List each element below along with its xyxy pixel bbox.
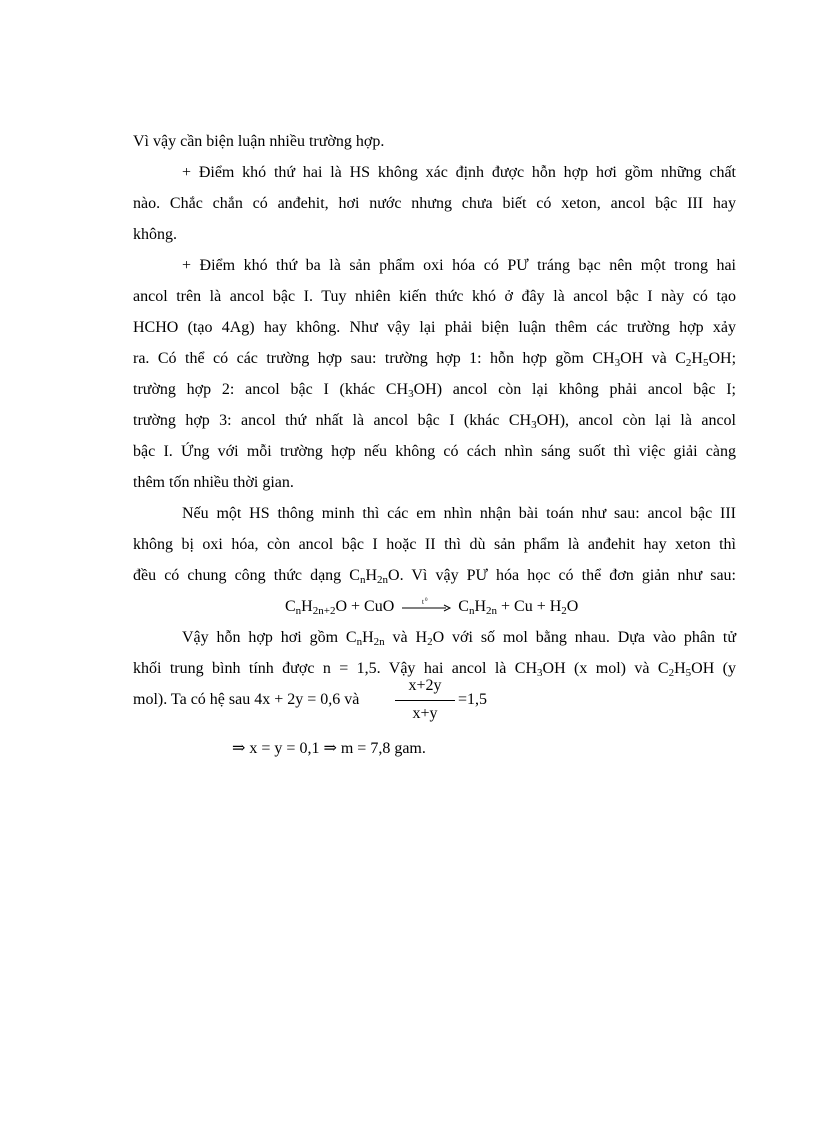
formula-run: H <box>301 598 313 615</box>
text-run: H <box>362 629 374 646</box>
fraction-numerator: x+2y <box>408 677 442 694</box>
text-line: + Điểm khó thứ ba là sản phẩm oxi hóa có PƯ tráng bạc nên một trong hai <box>182 257 736 274</box>
text-run: H <box>691 350 703 367</box>
text-line <box>133 566 736 586</box>
text-line <box>133 349 736 369</box>
subscript: n <box>356 636 363 648</box>
formula-run: C <box>285 598 296 615</box>
subscript: 2 <box>668 667 675 679</box>
subscript: 3 <box>614 357 621 369</box>
result-line: ⇒ x = y = 0,1 ⇒ m = 7,8 gam. <box>232 740 426 757</box>
text-run: khối trung bình tính được n = 1,5. Vậy hai ancol là CH <box>133 660 538 677</box>
formula-run: O + CuO <box>335 598 395 615</box>
arrow-label-sup: 0 <box>425 598 428 603</box>
reaction-arrow-icon <box>400 597 452 617</box>
subscript: n <box>359 574 366 586</box>
text-line: thêm tốn nhiều thời gian. <box>133 474 294 491</box>
text-run: OH) ancol còn lại không phải ancol bậc I; <box>413 381 737 398</box>
subscript: 2n <box>377 574 389 586</box>
text-run: OH và C <box>620 350 686 367</box>
text-line <box>182 628 736 648</box>
fraction-denominator: x+y <box>412 705 438 722</box>
formula-run: + Cu + H <box>501 598 562 615</box>
formula-run: O <box>566 598 579 615</box>
text-run: H <box>365 567 378 584</box>
text-run: O. Vì vậy PƯ hóa học có thể đơn giản như sau: <box>388 567 737 584</box>
subscript: 3 <box>408 388 414 400</box>
text-run: Vậy hỗn hợp hơi gồm C <box>182 629 357 646</box>
fraction-value: =1,5 <box>458 691 488 708</box>
text-run: OH (x mol) và C <box>542 660 669 677</box>
text-run: trường hợp 2: ancol bậc I (khác CH <box>133 381 409 398</box>
subscript: 5 <box>702 357 709 369</box>
text-line: Vì vậy cần biện luận nhiều trường hợp. <box>133 133 385 150</box>
text-line: bậc I. Ứng với mỗi trường hợp nếu không có cách nhìn sáng suốt thì việc giải càng <box>133 443 736 460</box>
text-line: Nếu một HS thông minh thì các em nhìn nhận bài toán như sau: ancol bậc III <box>182 505 736 522</box>
text-line: không. <box>133 226 177 243</box>
text-run: OH (y <box>691 660 736 677</box>
text-line: + Điểm khó thứ hai là HS không xác định được hỗn hợp hơi gồm những chất <box>182 164 736 181</box>
subscript: 2 <box>685 357 692 369</box>
text-line <box>133 411 736 431</box>
text-line: ancol trên là ancol bậc I. Tuy nhiên kiến thức khó ở đây là ancol bậc I này có tạo <box>133 288 736 305</box>
subscript: n <box>468 605 475 617</box>
text-line: nào. Chắc chắn có anđehit, hơi nước nhưng chưa biết có xeton, ancol bậc III hay <box>133 195 736 212</box>
text-run: đều có chung công thức dạng C <box>133 567 360 584</box>
formula-run: H <box>474 598 486 615</box>
formula-run: C <box>458 598 469 615</box>
reaction-equation <box>285 597 578 617</box>
text-run: trường hợp 3: ancol thứ nhất là ancol bậc I (khác CH <box>133 412 532 429</box>
subscript: 3 <box>531 419 537 431</box>
fraction-bar <box>395 700 455 701</box>
text-run: ra. Có thể có các trường hợp sau: trường hợp 1: hỗn hợp gồm CH <box>133 350 615 367</box>
text-line: không bị oxi hóa, còn ancol bậc I hoặc II thì dù sản phẩm là anđehit hay xeton thì <box>133 536 736 553</box>
text-line: HCHO (tạo 4Ag) hay không. Như vậy lại phải biện luận thêm các trường hợp xảy <box>133 319 736 336</box>
subscript: 5 <box>685 667 692 679</box>
subscript: 3 <box>537 667 543 679</box>
subscript: 2n <box>486 605 497 617</box>
text-run: O với số mol bằng nhau. Dựa vào phân tử <box>432 629 737 646</box>
text-line: mol). Ta có hệ sau 4x + 2y = 0,6 và <box>133 691 360 708</box>
text-run: H <box>674 660 686 677</box>
subscript: 2n+2 <box>312 605 336 617</box>
text-line <box>133 380 736 400</box>
subscript: 2 <box>427 636 433 648</box>
arrow-label: t <box>422 598 425 606</box>
text-run: và H <box>392 629 428 646</box>
subscript: 2n <box>373 636 385 648</box>
subscript: n <box>295 605 302 617</box>
subscript: 2 <box>561 605 567 617</box>
text-run: OH), ancol còn lại là ancol <box>536 412 737 429</box>
text-run: OH; <box>708 350 737 367</box>
